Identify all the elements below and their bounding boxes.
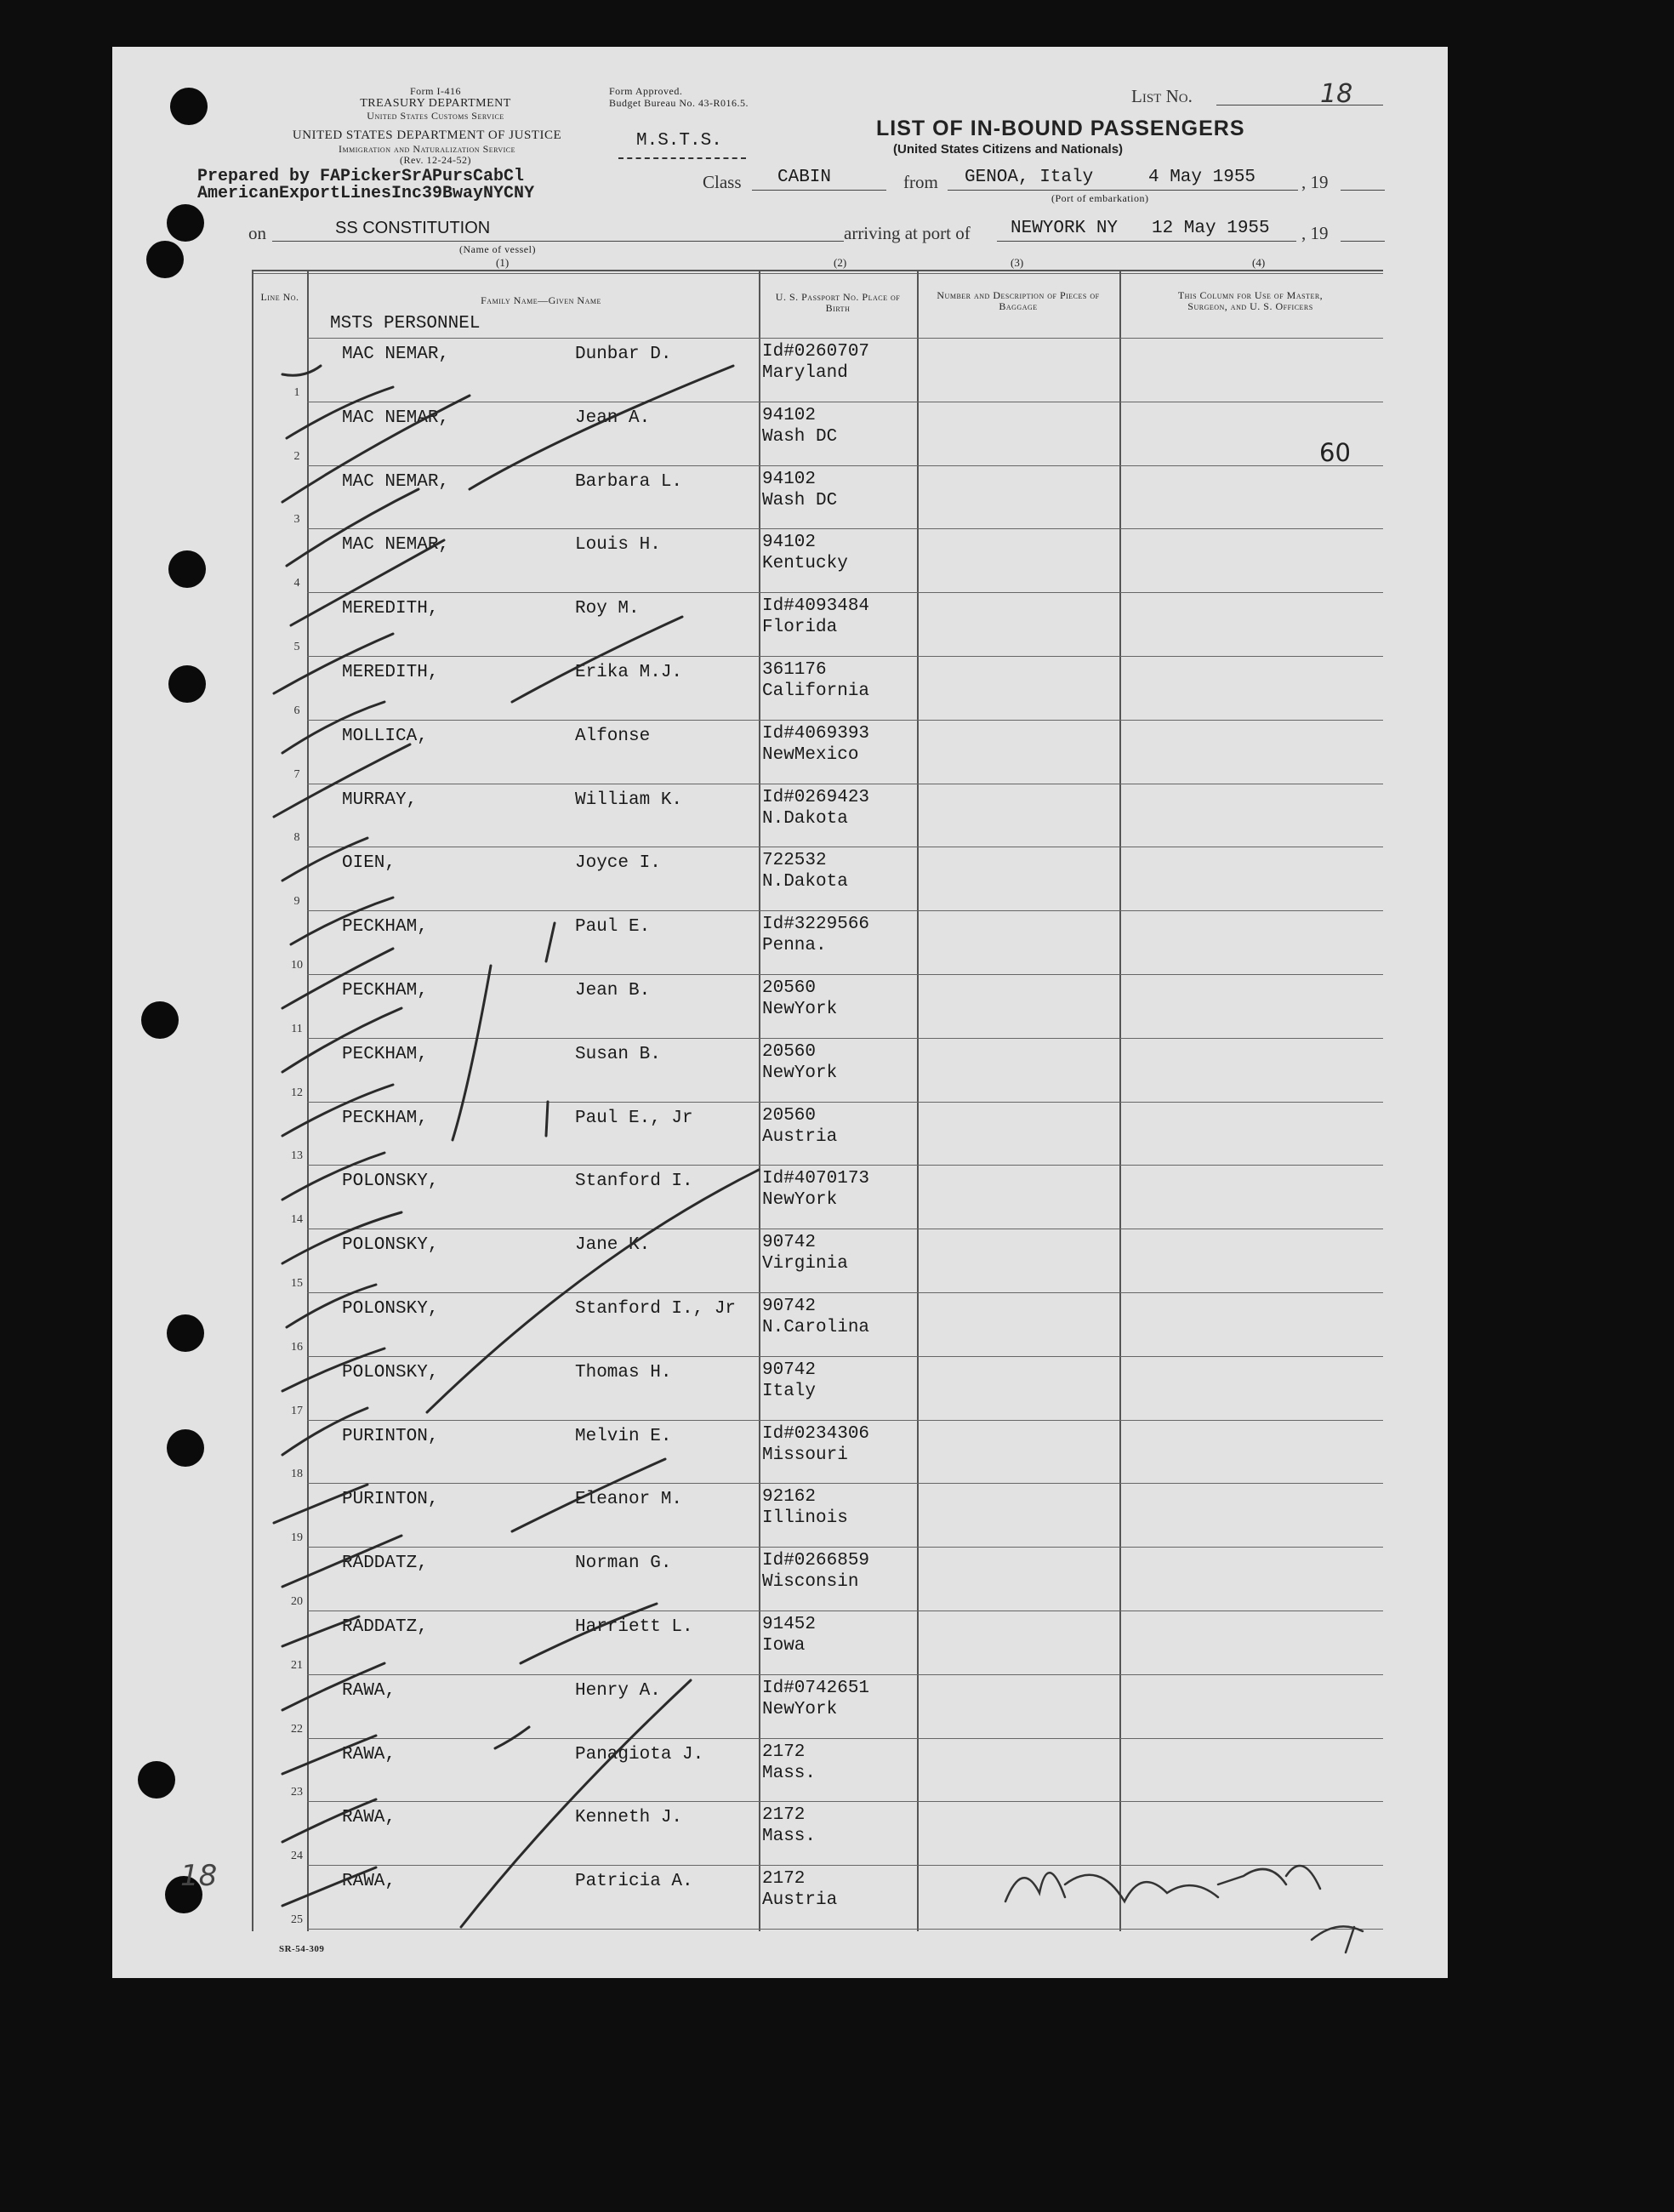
- table-top-rule: [252, 270, 1383, 271]
- place-of-birth: Penna.: [762, 936, 827, 956]
- vessel-line: [272, 241, 844, 242]
- place-of-birth: N.Dakota: [762, 872, 848, 892]
- customs-service: United States Customs Service: [367, 110, 504, 122]
- vessel-name: SS CONSTITUTION: [335, 219, 491, 237]
- given-name: Alfonse: [575, 726, 651, 746]
- given-name: Roy M.: [575, 599, 640, 619]
- table-top-rule-2: [252, 273, 1383, 274]
- table-row: [252, 1165, 1382, 1229]
- header-line-no: Line No.: [260, 291, 299, 303]
- from-date: 4 May 1955: [1148, 168, 1256, 187]
- family-name: RAWA,: [342, 1744, 396, 1764]
- class-label: Class: [703, 172, 742, 192]
- table-row: [252, 1674, 1382, 1738]
- passport-number: 2172: [762, 1805, 806, 1826]
- place-of-birth: Austria: [762, 1890, 838, 1911]
- passport-cell: [762, 850, 848, 892]
- table-row: [252, 465, 1382, 529]
- passport-number: Id#0260707: [762, 342, 870, 362]
- place-of-birth: Italy: [762, 1381, 817, 1401]
- given-name: Susan B.: [575, 1044, 661, 1064]
- passport-cell: [762, 532, 848, 574]
- family-name: MAC NEMAR,: [342, 408, 450, 428]
- given-name: Barbara L.: [575, 471, 683, 492]
- passport-number: 92162: [762, 1487, 817, 1508]
- family-name: PECKHAM,: [342, 917, 428, 938]
- line-number: 8: [293, 831, 300, 845]
- from-year-line: [1341, 190, 1385, 191]
- msts-stamp: M.S.T.S.: [636, 131, 722, 151]
- family-name: PECKHAM,: [342, 1044, 428, 1064]
- passport-cell: [762, 1614, 816, 1656]
- line-number: 21: [291, 1658, 303, 1672]
- header-officers: This Column for Use of Master, Surgeon, and U. S. Officers: [1177, 289, 1324, 312]
- place-of-birth: NewYork: [762, 1000, 838, 1019]
- table-row: [252, 784, 1382, 847]
- punch-hole: [170, 88, 208, 125]
- place-of-birth: Kentucky: [762, 554, 848, 574]
- arrival-port: NEWYORK NY: [1011, 219, 1119, 238]
- line-number: 25: [291, 1913, 303, 1926]
- family-name: RAWA,: [342, 1872, 396, 1892]
- passport-number: Id#0234306: [762, 1423, 870, 1444]
- passport-number: 94102: [762, 533, 817, 553]
- table-row: [252, 1292, 1382, 1356]
- passport-cell: [762, 787, 869, 830]
- line-number: 16: [291, 1340, 303, 1354]
- given-name: Stanford I., Jr: [575, 1299, 737, 1319]
- arrival-date: 12 May 1955: [1152, 219, 1270, 238]
- from-port: GENOA, Italy: [965, 168, 1094, 187]
- from-label: from: [903, 172, 938, 192]
- place-of-birth: Wisconsin: [762, 1572, 859, 1593]
- ins-service: Immigration and Naturalization Service: [338, 143, 515, 155]
- passport-number: 20560: [762, 978, 817, 998]
- passport-number: Id#3229566: [762, 915, 870, 935]
- family-name: MAC NEMAR,: [342, 535, 450, 556]
- line-number: 1: [293, 385, 300, 399]
- punch-hole: [168, 550, 206, 588]
- passport-number: 90742: [762, 1233, 817, 1253]
- place-of-birth: Wash DC: [762, 490, 838, 510]
- place-of-birth: Maryland: [762, 363, 848, 383]
- header-name: Family Name—Given Name: [481, 294, 601, 306]
- place-of-birth: N.Dakota: [762, 808, 848, 829]
- given-name: Joyce I.: [575, 853, 661, 874]
- line-number: 19: [291, 1531, 303, 1545]
- table-row: [252, 1483, 1382, 1547]
- header-passport: U. S. Passport No. Place of Birth: [775, 291, 901, 314]
- justice-dept: UNITED STATES DEPARTMENT OF JUSTICE: [292, 128, 562, 142]
- passport-number: Id#4093484: [762, 596, 870, 617]
- passport-cell: [762, 1168, 869, 1211]
- from-line: [948, 190, 1298, 191]
- line-number: 12: [291, 1086, 303, 1099]
- passport-number: 20560: [762, 1041, 817, 1062]
- given-name: Panagiota J.: [575, 1744, 704, 1764]
- given-name: Jean B.: [575, 981, 651, 1001]
- given-name: Stanford I.: [575, 1172, 693, 1192]
- header-baggage: Number and Description of Pieces of Baggage: [937, 289, 1100, 312]
- table-row: [252, 592, 1382, 656]
- place-of-birth: Missouri: [762, 1445, 848, 1465]
- passport-number: 20560: [762, 1105, 817, 1126]
- given-name: William K.: [575, 790, 683, 810]
- col-number-3: (3): [1011, 256, 1024, 269]
- arrival-year: , 19: [1301, 223, 1329, 243]
- table-row: [252, 1801, 1382, 1865]
- punch-hole: [167, 1314, 204, 1352]
- passport-cell: [762, 1868, 837, 1911]
- family-name: POLONSKY,: [342, 1299, 439, 1319]
- passport-cell: [762, 659, 869, 702]
- table-row: [252, 1102, 1382, 1166]
- passport-number: 94102: [762, 405, 817, 425]
- col-number-1: (1): [496, 256, 510, 269]
- punch-hole: [141, 1001, 179, 1039]
- table-row: [252, 1611, 1382, 1674]
- passport-cell: [762, 1678, 869, 1720]
- passport-number: 2172: [762, 1742, 806, 1762]
- given-name: Norman G.: [575, 1554, 672, 1574]
- line-number: 10: [291, 958, 303, 972]
- vessel-caption: (Name of vessel): [459, 243, 536, 255]
- passport-cell: [762, 1486, 848, 1529]
- list-number: 18: [1320, 79, 1353, 109]
- line-number: 23: [291, 1786, 303, 1799]
- given-name: Eleanor M.: [575, 1490, 683, 1510]
- form-approved: Form Approved.: [609, 85, 683, 97]
- passport-number: Id#0269423: [762, 787, 870, 807]
- line-number: 6: [293, 704, 300, 717]
- table-row: [252, 1547, 1382, 1611]
- line-number: 13: [291, 1149, 303, 1163]
- place-of-birth: NewYork: [762, 1190, 838, 1211]
- passport-number: Id#0266859: [762, 1551, 870, 1571]
- punch-hole: [168, 665, 206, 703]
- given-name: Patricia A.: [575, 1872, 693, 1892]
- line-number: 17: [291, 1404, 303, 1417]
- table-row: [252, 1038, 1382, 1102]
- prepared-by-line-2: AmericanExportLinesInc39BwayNYCNY: [197, 184, 535, 203]
- passport-cell: [762, 723, 869, 766]
- place-of-birth: NewMexico: [762, 744, 859, 765]
- passport-number: Id#4069393: [762, 723, 870, 744]
- passport-cell: [762, 1232, 848, 1274]
- place-of-birth: Wash DC: [762, 426, 838, 447]
- passport-number: 361176: [762, 660, 827, 680]
- family-name: MAC NEMAR,: [342, 345, 450, 364]
- form-number: Form I-416: [410, 85, 461, 97]
- given-name: Henry A.: [575, 1680, 661, 1701]
- passport-number: 90742: [762, 1360, 817, 1380]
- table-row: [252, 1420, 1382, 1484]
- place-of-birth: Illinois: [762, 1508, 848, 1529]
- punch-hole: [167, 1429, 204, 1467]
- punch-hole: [138, 1761, 175, 1799]
- footer-code: SR-54-309: [279, 1944, 325, 1954]
- officer-note: 60: [1319, 438, 1351, 467]
- table-row: [252, 402, 1382, 465]
- family-name: MURRAY,: [342, 790, 418, 810]
- col-number-2: (2): [834, 256, 847, 269]
- line-number: 5: [293, 640, 300, 653]
- msts-dashes: [618, 157, 746, 159]
- punch-hole: [167, 204, 204, 242]
- family-name: MOLLICA,: [342, 726, 428, 746]
- passport-cell: [762, 978, 837, 1020]
- budget-bureau: Budget Bureau No. 43-R016.5.: [609, 97, 749, 109]
- arrival-year-line: [1341, 241, 1385, 242]
- revision: (Rev. 12-24-52): [399, 154, 472, 166]
- line-number: 24: [291, 1850, 303, 1863]
- list-number-label: List No.: [1131, 86, 1193, 106]
- table-row: [252, 1865, 1382, 1929]
- place-of-birth: Austria: [762, 1126, 838, 1147]
- passport-number: 94102: [762, 469, 817, 489]
- family-name: POLONSKY,: [342, 1362, 439, 1382]
- table-row: [252, 1738, 1382, 1802]
- given-name: Erika M.J.: [575, 663, 683, 682]
- family-name: PECKHAM,: [342, 1108, 428, 1128]
- place-of-birth: Virginia: [762, 1254, 848, 1274]
- given-name: Kenneth J.: [575, 1808, 683, 1828]
- page-subtitle: (United States Citizens and Nationals): [893, 142, 1124, 157]
- family-name: PURINTON,: [342, 1490, 439, 1510]
- passport-cell: [762, 405, 837, 448]
- family-name: PECKHAM,: [342, 981, 428, 1001]
- given-name: Jane K.: [575, 1235, 651, 1256]
- line-number: 18: [291, 1468, 303, 1481]
- passport-cell: [762, 1041, 837, 1084]
- passport-number: Id#0742651: [762, 1678, 870, 1698]
- passport-cell: [762, 914, 869, 956]
- place-of-birth: Iowa: [762, 1636, 806, 1656]
- family-name: MEREDITH,: [342, 663, 439, 682]
- passport-number: 722532: [762, 851, 827, 871]
- table-row: [252, 528, 1382, 592]
- manifest-sheet: [112, 47, 1448, 1978]
- row-rule: [307, 1929, 1383, 1930]
- punch-hole: [146, 241, 184, 278]
- place-of-birth: Mass.: [762, 1827, 817, 1847]
- family-name: RADDATZ,: [342, 1554, 428, 1574]
- table-row: [252, 338, 1382, 402]
- family-name: MAC NEMAR,: [342, 471, 450, 492]
- family-name: MEREDITH,: [342, 599, 439, 619]
- given-name: Louis H.: [575, 535, 661, 556]
- place-of-birth: California: [762, 681, 870, 701]
- passport-cell: [762, 1360, 816, 1402]
- place-of-birth: NewYork: [762, 1699, 838, 1719]
- place-of-birth: NewYork: [762, 1063, 838, 1083]
- line-number: 9: [293, 895, 300, 909]
- line-number: 22: [291, 1722, 303, 1736]
- page-title: LIST OF IN-BOUND PASSENGERS: [876, 117, 1245, 140]
- passport-cell: [762, 596, 869, 638]
- col-number-4: (4): [1252, 256, 1266, 269]
- passport-cell: [762, 1742, 816, 1784]
- group-heading: MSTS PERSONNEL: [330, 314, 481, 334]
- family-name: OIEN,: [342, 853, 396, 874]
- class-value: CABIN: [777, 168, 832, 187]
- line-number: 11: [291, 1022, 303, 1035]
- line-number: 20: [291, 1594, 303, 1608]
- place-of-birth: Mass.: [762, 1763, 817, 1783]
- passport-cell: [762, 469, 837, 511]
- passport-cell: [762, 1550, 869, 1593]
- given-name: Paul E., Jr: [575, 1108, 693, 1128]
- given-name: Dunbar D.: [575, 345, 672, 364]
- treasury-dept: TREASURY DEPARTMENT: [360, 97, 511, 110]
- table-row: [252, 974, 1382, 1038]
- passport-number: Id#4070173: [762, 1169, 870, 1189]
- passport-cell: [762, 341, 869, 384]
- family-name: RADDATZ,: [342, 1617, 428, 1637]
- family-name: PURINTON,: [342, 1426, 439, 1446]
- family-name: RAWA,: [342, 1680, 396, 1701]
- line-number: 2: [293, 449, 300, 463]
- passenger-table: [252, 270, 1383, 1931]
- table-row: [252, 1229, 1382, 1292]
- given-name: Melvin E.: [575, 1426, 672, 1446]
- family-name: POLONSKY,: [342, 1235, 439, 1256]
- table-row: [252, 656, 1382, 720]
- passport-cell: [762, 1105, 837, 1148]
- given-name: Harriett L.: [575, 1617, 693, 1637]
- table-row: [252, 720, 1382, 784]
- passport-number: 90742: [762, 1297, 817, 1316]
- port-of-embarkation: (Port of embarkation): [1051, 192, 1149, 204]
- family-name: POLONSKY,: [342, 1172, 439, 1192]
- table-row: [252, 910, 1382, 974]
- passport-cell: [762, 1804, 816, 1847]
- arriving-label: arriving at port of: [844, 223, 971, 243]
- table-row: [252, 847, 1382, 910]
- from-year: , 19: [1301, 172, 1329, 192]
- arrival-line: [997, 241, 1296, 242]
- given-name: Paul E.: [575, 917, 651, 938]
- family-name: RAWA,: [342, 1808, 396, 1828]
- margin-number: 18: [180, 1859, 218, 1893]
- prepared-by: Prepared by FAPickerSrAPursCabCl: [197, 167, 525, 186]
- class-line: [752, 190, 886, 191]
- on-label: on: [248, 223, 266, 243]
- passport-cell: [762, 1296, 869, 1338]
- line-number: 3: [293, 513, 300, 527]
- given-name: Jean A.: [575, 408, 651, 428]
- line-number: 15: [291, 1276, 303, 1290]
- line-number: 7: [293, 767, 300, 781]
- place-of-birth: Florida: [762, 618, 838, 638]
- place-of-birth: N.Carolina: [762, 1318, 870, 1337]
- line-number: 4: [293, 577, 300, 590]
- passport-number: 91452: [762, 1615, 817, 1634]
- line-number: 14: [291, 1213, 303, 1227]
- given-name: Thomas H.: [575, 1362, 672, 1382]
- table-row: [252, 1356, 1382, 1420]
- passport-number: 2172: [762, 1869, 806, 1890]
- passport-cell: [762, 1423, 869, 1466]
